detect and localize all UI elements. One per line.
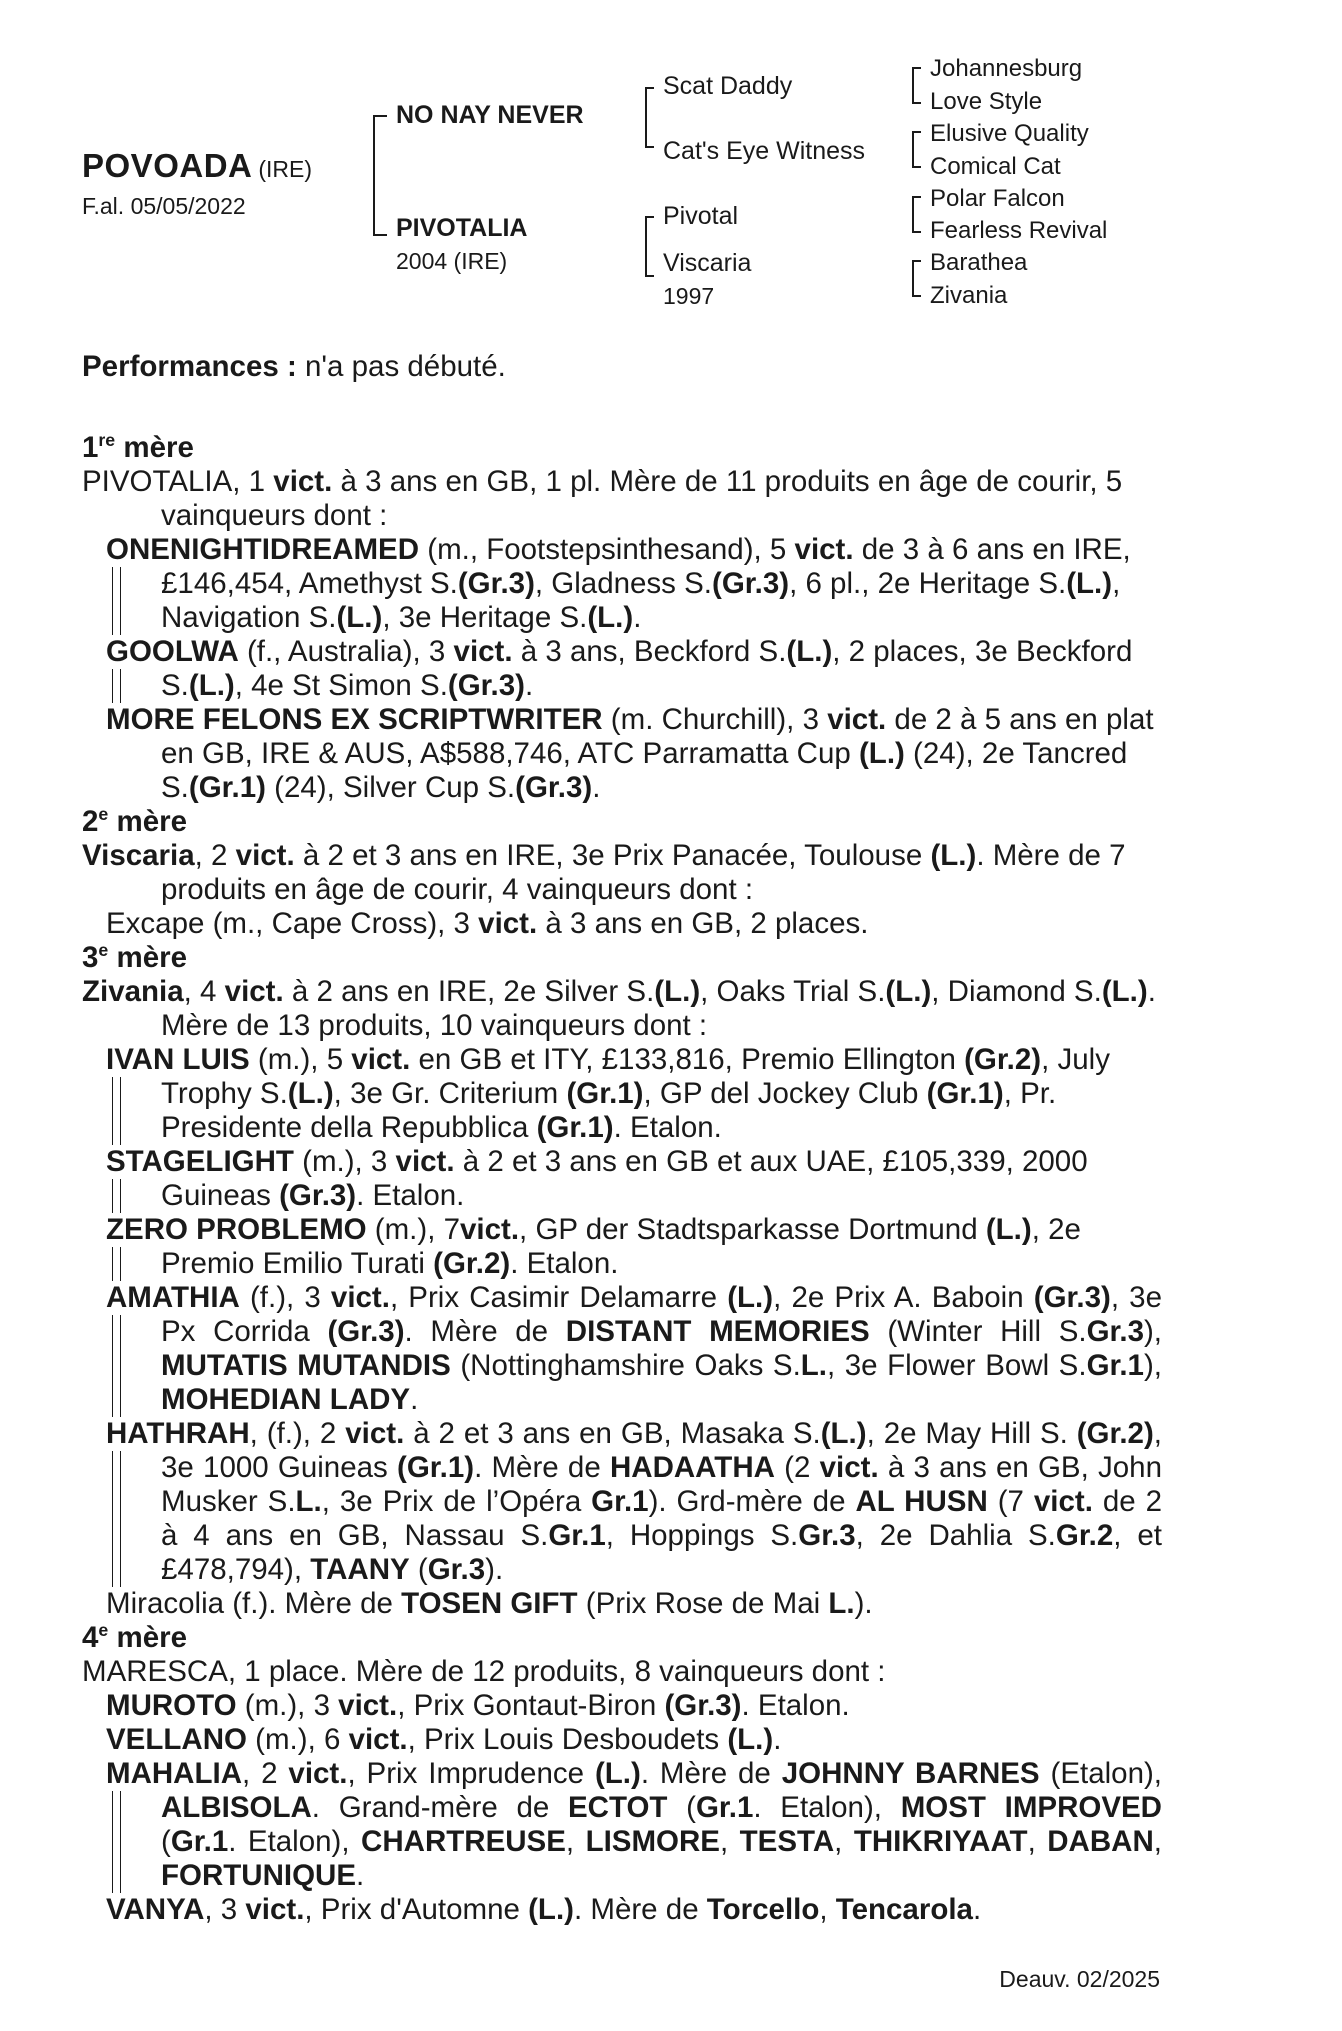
bracket-line xyxy=(912,295,921,297)
dam-name: PIVOTALIA xyxy=(396,214,528,242)
dam-1-paragraph: PIVOTALIA, 1 vict. à 3 ans en GB, 1 pl. Mère de 11 produits en âge de courir, 5 vainqueurs dont : xyxy=(82,465,1123,532)
bar-marker xyxy=(112,1791,121,1893)
bar-marker xyxy=(112,1247,121,1281)
ggp-6: Fearless Revival xyxy=(930,217,1108,244)
bracket-line xyxy=(912,260,921,262)
performances-label: Performances : xyxy=(82,350,297,383)
bar-marker xyxy=(112,1451,121,1587)
bar-marker xyxy=(112,1077,121,1145)
bracket-line xyxy=(645,146,654,148)
performances-value: n'a pas débuté. xyxy=(305,350,506,383)
dam-sire: Pivotal xyxy=(663,202,739,230)
ggp-3: Elusive Quality xyxy=(930,120,1089,147)
bracket-line xyxy=(912,231,921,233)
dam-info: 2004 (IRE) xyxy=(396,248,508,274)
produce-entry: ZERO PROBLEMO (m.), 7vict., GP der Stadtsparkasse Dortmund (L.), 2e Premio Emilio Turati (Gr.2). Etalon. xyxy=(106,1213,1081,1280)
bracket-line xyxy=(645,87,654,89)
produce-entry: Miracolia (f.). Mère de TOSEN GIFT (Prix Rose de Mai L.). xyxy=(106,1587,873,1620)
produce-entry: STAGELIGHT (m.), 3 vict. à 2 et 3 ans en GB et aux UAE, £105,339, 2000 Guineas (Gr.3). Etalon. xyxy=(106,1145,1088,1212)
horse-name: POVOADA xyxy=(82,147,253,184)
bracket-line xyxy=(912,196,914,232)
bracket-line xyxy=(912,131,921,133)
bracket-line xyxy=(912,166,921,168)
section-heading-3: 3e mère xyxy=(82,940,187,974)
bracket-line xyxy=(645,216,647,276)
produce-entry: AMATHIA (f.), 3 vict., Prix Casimir Delamarre (L.), 2e Prix A. Baboin (Gr.3), 3e Px Corrida (Gr.3). Mère de DISTANT MEMORIES (Winter Hill S.Gr.3), MUTATIS MUTANDIS (Nottinghamshire Oaks S.L., 3e Flower Bowl S.Gr.1), MOHEDIAN LADY. xyxy=(106,1281,1163,1416)
section-heading-4: 4e mère xyxy=(82,1620,187,1654)
bracket-line xyxy=(645,87,647,147)
ggp-5: Polar Falcon xyxy=(930,185,1065,212)
bracket-line xyxy=(912,102,921,104)
ggp-4: Comical Cat xyxy=(930,153,1061,180)
ggp-1: Johannesburg xyxy=(930,55,1083,82)
dam-2-paragraph: Viscaria, 2 vict. à 2 et 3 ans en IRE, 3e Prix Panacée, Toulouse (L.). Mère de 7 produits en âge de courir, 4 vainqueurs dont : xyxy=(82,839,1126,906)
footer-date: Deauv. 02/2025 xyxy=(999,1966,1160,1992)
bar-marker xyxy=(112,567,121,635)
bracket-line xyxy=(645,275,654,277)
dam-4-paragraph: MARESCA, 1 place. Mère de 12 produits, 8 vainqueurs dont : xyxy=(82,1655,886,1688)
bracket-line xyxy=(912,260,914,296)
bracket-line xyxy=(373,115,375,235)
produce-entry: MAHALIA, 2 vict., Prix Imprudence (L.). Mère de JOHNNY BARNES (Etalon), ALBISOLA. Grand-mère de ECTOT (Gr.1. Etalon), MOST IMPROVED (Gr.1. Etalon), CHARTREUSE, LISMORE, TESTA, THIKRIYAAT, DABAN, FORTUNIQUE. xyxy=(106,1757,1162,1892)
horse-title xyxy=(82,147,312,185)
produce-entry: MUROTO (m.), 3 vict., Prix Gontaut-Biron (Gr.3). Etalon. xyxy=(106,1689,850,1722)
sire-sire: Scat Daddy xyxy=(663,72,793,100)
ggp-2: Love Style xyxy=(930,88,1043,115)
produce-entry: GOOLWA (f., Australia), 3 vict. à 3 ans, Beckford S.(L.), 2 places, 3e Beckford S.(L.), 4e St Simon S.(Gr.3). xyxy=(106,635,1133,702)
bracket-line xyxy=(373,115,387,117)
dam-dam: Viscaria xyxy=(663,249,752,277)
bracket-line xyxy=(912,131,914,167)
horse-info: F.al. 05/05/2022 xyxy=(82,193,246,219)
section-heading-1: 1re mère xyxy=(82,430,194,464)
dam-3-paragraph: Zivania, 4 vict. à 2 ans en IRE, 2e Silver S.(L.), Oaks Trial S.(L.), Diamond S.(L.). Mère de 13 produits, 10 vainqueurs dont : xyxy=(82,975,1156,1042)
bracket-line xyxy=(373,234,387,236)
produce-entry: IVAN LUIS (m.), 5 vict. en GB et ITY, £133,816, Premio Ellington (Gr.2), July Trophy S.(L.), 3e Gr. Criterium (Gr.1), GP del Jockey Club (Gr.1), Pr. Presidente della Repubblica (Gr.1). Etalon. xyxy=(106,1043,1110,1144)
ggp-7: Barathea xyxy=(930,249,1028,276)
produce-entry: VANYA, 3 vict., Prix d'Automne (L.). Mère de Torcello, Tencarola. xyxy=(106,1893,982,1926)
section-heading-2: 2e mère xyxy=(82,804,187,838)
performances xyxy=(82,350,506,384)
produce-entry: ONENIGHTIDREAMED (m., Footstepsinthesand), 5 vict. de 3 à 6 ans en IRE, £146,454, Amethyst S.(Gr.3), Gladness S.(Gr.3), 6 pl., 2e Heritage S.(L.), Navigation S.(L.), 3e Heritage S.(L.). xyxy=(106,533,1131,634)
dam-dam-info: 1997 xyxy=(663,283,715,309)
bar-marker xyxy=(112,1179,121,1213)
produce-entry: MORE FELONS EX SCRIPTWRITER (m. Churchill), 3 vict. de 2 à 5 ans en plat en GB, IRE & AUS, A$588,746, ATC Parramatta Cup (L.) (24), 2e Tancred S.(Gr.1) (24), Silver Cup S.(Gr.3). xyxy=(106,703,1154,804)
bracket-line xyxy=(912,67,914,103)
produce-entry: HATHRAH, (f.), 2 vict. à 2 et 3 ans en GB, Masaka S.(L.), 2e May Hill S. (Gr.2), 3e 1000 Guineas (Gr.1). Mère de HADAATHA (2 vict. à 3 ans en GB, John Musker S.L., 3e Prix de l’Opéra Gr.1). Grd-mère de AL HUSN (7 vict. de 2 à 4 ans en GB, Nassau S.Gr.1, Hoppings S.Gr.3, 2e Dahlia S.Gr.2, et £478,794), TAANY (Gr.3). xyxy=(106,1417,1163,1586)
bracket-line xyxy=(912,67,921,69)
sire-dam: Cat's Eye Witness xyxy=(663,137,866,165)
bar-marker xyxy=(112,1315,121,1417)
ggp-8: Zivania xyxy=(930,282,1008,309)
horse-origin: (IRE) xyxy=(258,156,313,182)
bracket-line xyxy=(645,216,654,218)
produce-entry: Excape (m., Cape Cross), 3 vict. à 3 ans en GB, 2 places. xyxy=(106,907,869,940)
bracket-line xyxy=(912,196,921,198)
produce-entry: VELLANO (m.), 6 vict., Prix Louis Desboudets (L.). xyxy=(106,1723,782,1756)
bar-marker xyxy=(112,669,121,703)
sire-name: NO NAY NEVER xyxy=(396,101,584,129)
